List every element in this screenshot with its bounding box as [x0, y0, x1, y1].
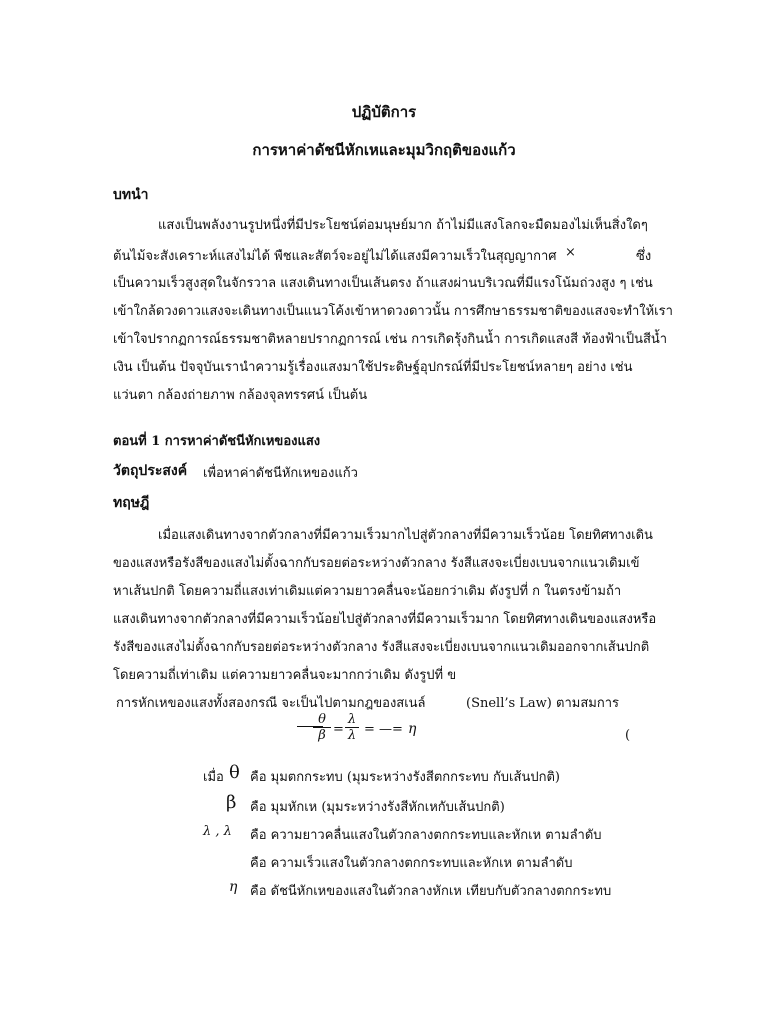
theory-line: โดยความถี่เท่าเดิม แต่ความยาวคลื่นจะมากกว่าเดิม ดังรูปที่ ข [113, 668, 457, 683]
denominator-beta: β [318, 728, 326, 743]
numerator-lambda: λ [347, 712, 357, 727]
equation-rest: = —= [364, 722, 403, 737]
definition-text: คือ ดัชนีหักเหของแสงในตัวกลางหักเห เทียบกับตัวกลางตกกระทบ [250, 884, 612, 899]
fraction-lambda [345, 712, 359, 743]
definition-lead: เมื่อ [203, 770, 224, 785]
page-subtitle: การหาค่าดัชนีหักเหและมุมวิกฤติของแก้ว [252, 141, 516, 159]
lambda-symbols: λ , λ [203, 824, 232, 839]
denominator-lambda: λ [347, 728, 357, 743]
definition-text: คือ ความเร็วแสงในตัวกลางตกกระทบและหักเห ตามลำดับ [250, 856, 573, 871]
numerator-theta: θ [318, 712, 326, 727]
equation-number: ( [625, 728, 631, 743]
theory-label: ทฤษฎี [113, 495, 150, 511]
intro-line: ต้นไม้จะสังเคราะห์แสงไม่ได้ พืชและสัตว์จะอยู่ไม่ได้แสงมีความเร็วในสุญญากาศ [113, 249, 557, 264]
beta-symbol: β [226, 792, 237, 813]
objective-label: วัตถุประสงค์ [113, 463, 188, 479]
intro-heading: บทนำ [113, 187, 149, 203]
intro-line: เข้าใกล้ดวงดาวแสงจะเดินทางเป็นแนวโค้งเข้าหาดวงดาวนั้น การศึกษาธรรมชาติของแสงจะทำให้เรา [113, 304, 673, 319]
theory-line: ของแสงหรือรังสีของแสงไม่ตั้งฉากกับรอยต่อระหว่างตัวกลาง รังสีแสงจะเบี่ยงเบนจากแนวเดิมเข้ [113, 556, 640, 571]
eta-symbol: η [408, 721, 417, 737]
intro-line: เข้าใจปรากฏการณ์ธรรมชาติหลายปรากฏการณ์ เช่น การเกิดรุ้งกินน้ำ การเกิดแสงสี ท้องฟ้าเป็นสีน้ำ [113, 332, 668, 347]
snell-line: การหักเหของแสงทั้งสองกรณี จะเป็นไปตามกฎของสเนล์ [116, 696, 426, 711]
part1-heading: ตอนที่ 1 การหาค่าดัชนีหักเหของแสง [113, 434, 321, 449]
intro-line: เป็นความเร็วสูงสุดในจักรวาล แสงเดินทางเป็นเส้นตรง ถ้าแสงผ่านบริเวณที่มีแรงโน้มถ่วงสูง ๆ เช่น [113, 276, 653, 291]
theory-line: หาเส้นปกติ โดยความถี่แสงเท่าเดิมแต่ความยาวคลื่นจะน้อยกว่าเดิม ดังรูปที่ ก ในตรงข้ามถ้า [113, 584, 622, 599]
fraction-theta-beta [313, 712, 331, 743]
intro-line: แสงเป็นพลังงานรูปหนึ่งที่มีประโยชน์ต่อมนุษย์มาก ถ้าไม่มีแสงโลกจะมืดมองไม่เห็นสิ่งใดๆ [158, 218, 648, 233]
times-sign: × [565, 245, 576, 260]
theory-line: เมื่อแสงเดินทางจากตัวกลางที่มีความเร็วมากไปสู่ตัวกลางที่มีความเร็วน้อย โดยทิศทางเดิน [158, 528, 653, 543]
theory-line: รังสีของแสงไม่ตั้งฉากกับรอยต่อระหว่างตัวกลาง รังสีแสงจะเบี่ยงเบนจากแนวเดิมออกจากเส้นปกติ [113, 640, 650, 655]
intro-line-end: ซึ่ง [636, 249, 652, 264]
theta-symbol: θ [229, 762, 240, 783]
equals-sign: = [333, 722, 344, 737]
snell-law-label: (Snell’s Law) ตามสมการ [466, 696, 619, 711]
objective-text: เพื่อหาค่าดัชนีหักเหของแก้ว [203, 466, 358, 481]
definition-text: คือ มุมหักเห (มุมระหว่างรังสีหักเหกับเส้นปกติ) [250, 800, 505, 815]
page-title: ปฏิบัติการ [351, 103, 417, 121]
definition-text: คือ ความยาวคลื่นแสงในตัวกลางตกกระทบและหักเห ตามลำดับ [250, 828, 602, 843]
intro-line: แว่นตา กล้องถ่ายภาพ กล้องจุลทรรศน์ เป็นต้น [113, 388, 368, 403]
intro-line: เงิน เป็นต้น ปัจจุบันเรานำความรู้เรื่องแสงมาใช้ประดิษฐ์อุปกรณ์ที่มีประโยชน์หลายๆ อย่าง เช่น [113, 360, 633, 375]
theory-line: แสงเดินทางจากตัวกลางที่มีความเร็วน้อยไปสู่ตัวกลางที่มีความเร็วมาก โดยทิศทางเดินของแสงหรือ [113, 612, 657, 627]
eta-symbol: η [229, 879, 238, 895]
definition-text: คือ มุมตกกระทบ (มุมระหว่างรังสีตกกระทบ กับเส้นปกติ) [250, 770, 560, 785]
